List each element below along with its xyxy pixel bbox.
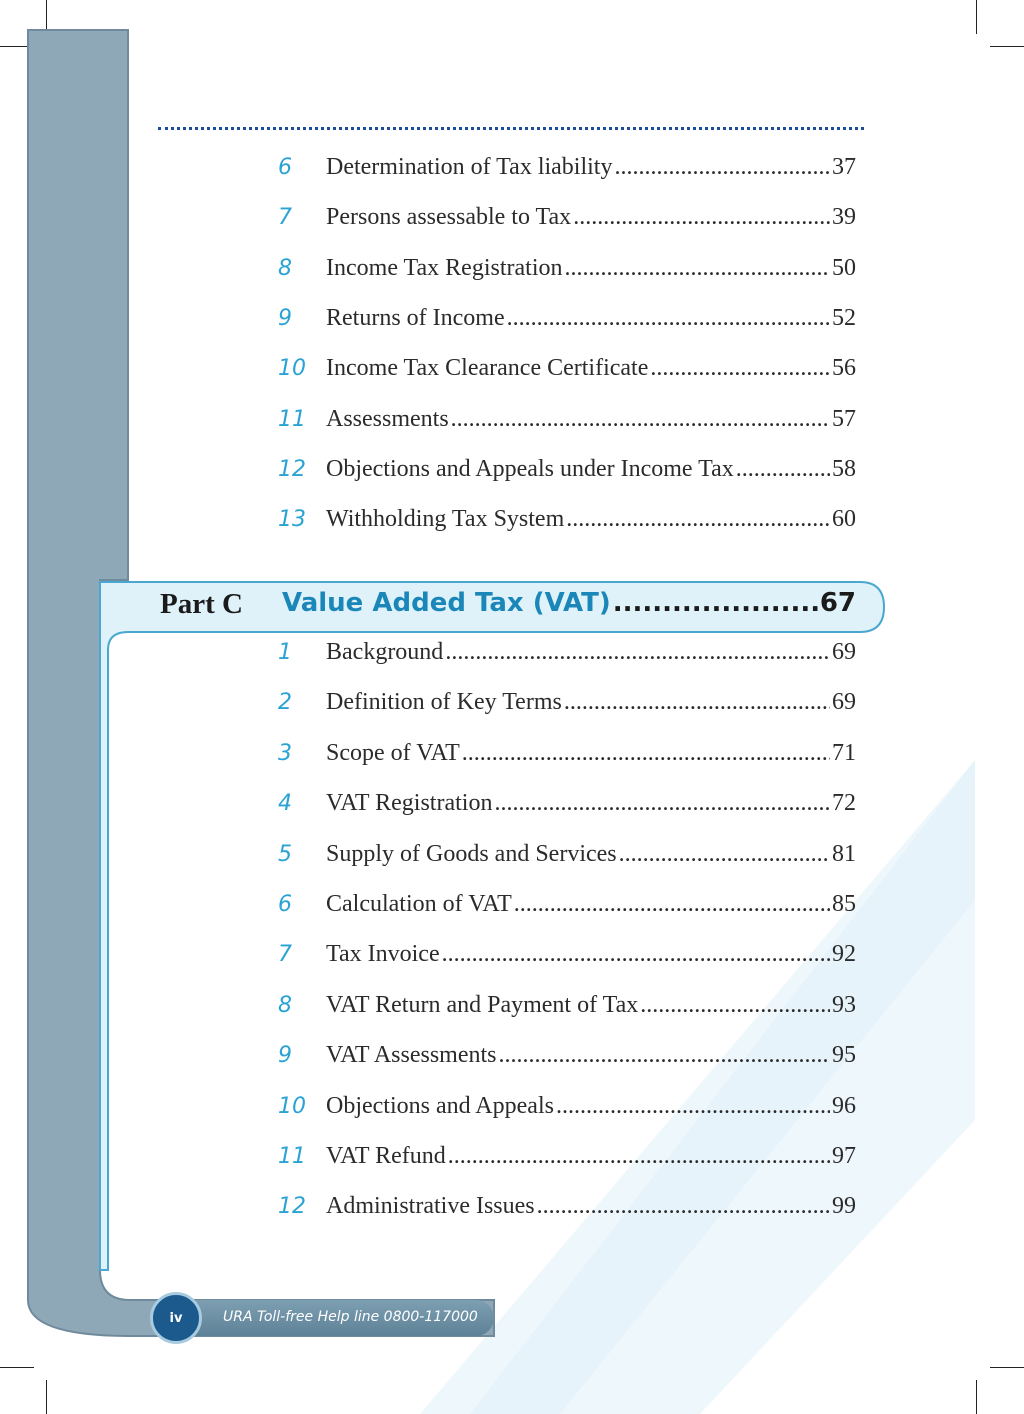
dot-leader	[564, 689, 830, 716]
entry-page-number: 96	[832, 1092, 856, 1119]
toc-entry[interactable]	[278, 689, 856, 723]
entry-number: 4	[278, 791, 292, 817]
dot-leader	[736, 456, 830, 483]
entry-number: 5	[278, 841, 292, 867]
entry-title: Scope of VAT	[326, 739, 460, 766]
dot-leader	[566, 506, 830, 533]
entry-title: Persons assessable to Tax	[326, 204, 572, 231]
toc-entry[interactable]	[278, 305, 856, 339]
toc-entry[interactable]	[278, 154, 856, 188]
entry-title: Assessments	[326, 405, 449, 432]
dot-leader	[445, 639, 830, 666]
dot-leader	[564, 255, 830, 282]
dotted-rule	[158, 127, 864, 130]
dot-leader	[537, 1193, 830, 1220]
entry-number: 7	[278, 942, 292, 968]
entry-title: Objections and Appeals	[326, 1092, 554, 1119]
page-number: iv	[169, 1310, 183, 1326]
entry-title: Calculation of VAT	[326, 891, 512, 917]
part-title: Value Added Tax (VAT)	[282, 588, 611, 618]
entry-title: VAT Assessments	[326, 1042, 497, 1069]
entry-number: 11	[278, 1144, 306, 1169]
part-c-heading[interactable]	[282, 588, 856, 618]
toc-entry[interactable]	[278, 891, 856, 925]
entry-number: 6	[278, 892, 292, 917]
toc-entry[interactable]	[278, 941, 856, 975]
entry-number: 9	[278, 1043, 292, 1069]
dot-leader	[614, 154, 830, 181]
entry-page-number: 72	[832, 790, 856, 817]
entry-number: 12	[278, 1194, 306, 1220]
entry-page-number: 97	[832, 1143, 856, 1169]
toc-entry[interactable]	[278, 992, 856, 1026]
entry-page-number: 69	[832, 689, 856, 716]
entry-title: Determination of Tax liability	[326, 154, 613, 180]
toc-entry[interactable]	[278, 841, 856, 875]
entry-number: 9	[278, 305, 292, 331]
entry-title: Definition of Key Terms	[326, 689, 562, 716]
entry-number: 13	[278, 507, 306, 533]
dot-leader	[498, 1042, 830, 1069]
dot-leader	[556, 1093, 830, 1120]
dot-leader	[640, 992, 830, 1019]
toc-entry[interactable]	[278, 1143, 856, 1177]
entry-title: Supply of Goods and Services	[326, 840, 617, 867]
entry-page-number: 71	[832, 739, 856, 766]
entry-number: 7	[278, 205, 292, 231]
entry-number: 6	[278, 155, 292, 180]
part-label: Part C	[160, 588, 243, 620]
dot-leader	[650, 355, 830, 382]
toc-entry[interactable]	[278, 456, 856, 490]
entry-page-number: 92	[832, 941, 856, 968]
toc-entry[interactable]	[278, 1042, 856, 1076]
entry-page-number: 58	[832, 455, 856, 482]
entry-number: 1	[278, 640, 292, 665]
entry-number: 12	[278, 456, 306, 482]
dot-leader	[573, 204, 830, 231]
toc-entry[interactable]	[278, 1093, 856, 1127]
page-number-badge	[150, 1292, 202, 1344]
entry-title: VAT Refund	[326, 1143, 446, 1169]
entry-number: 3	[278, 740, 292, 766]
toc-entry[interactable]	[278, 639, 856, 673]
entry-page-number: 57	[832, 405, 856, 432]
entry-page-number: 60	[832, 506, 856, 533]
entry-page-number: 52	[832, 304, 856, 331]
entry-number: 11	[278, 406, 306, 432]
toc-entry[interactable]	[278, 255, 856, 289]
entry-page-number: 93	[832, 991, 856, 1018]
entry-title: Objections and Appeals under Income Tax	[326, 455, 734, 482]
entry-page-number: 85	[832, 891, 856, 917]
toc-entry[interactable]	[278, 790, 856, 824]
dot-leader	[613, 588, 818, 618]
toc-entry[interactable]	[278, 406, 856, 440]
entry-page-number: 99	[832, 1193, 856, 1220]
entry-page-number: 39	[832, 204, 856, 231]
toc-entry[interactable]	[278, 740, 856, 774]
entry-title: VAT Return and Payment of Tax	[326, 991, 639, 1018]
entry-page-number: 50	[832, 254, 856, 281]
helpline-text: URA Toll-free Help line 0800-117000	[223, 1309, 478, 1325]
dot-leader	[507, 305, 830, 332]
entry-number: 8	[278, 255, 292, 281]
entry-title: Administrative Issues	[326, 1193, 535, 1220]
entry-title: Returns of Income	[326, 304, 505, 331]
entry-page-number: 37	[832, 154, 856, 180]
entry-page-number: 69	[832, 639, 856, 665]
entry-page-number: 95	[832, 1042, 856, 1069]
dot-leader	[448, 1143, 830, 1170]
dot-leader	[451, 406, 830, 433]
dot-leader	[619, 841, 830, 868]
entry-number: 10	[278, 356, 306, 382]
entry-page-number: 81	[832, 840, 856, 867]
entry-title: Withholding Tax System	[326, 506, 565, 533]
toc-entry[interactable]	[278, 506, 856, 540]
entry-number: 10	[278, 1093, 306, 1119]
entry-title: VAT Registration	[326, 790, 493, 817]
entry-title: Income Tax Clearance Certificate	[326, 355, 649, 382]
entry-title: Tax Invoice	[326, 941, 440, 968]
toc-entry[interactable]	[278, 1193, 856, 1227]
entry-number: 8	[278, 992, 292, 1018]
entry-number: 2	[278, 690, 292, 716]
toc-entry[interactable]	[278, 204, 856, 238]
dot-leader	[514, 891, 830, 918]
entry-page-number: 56	[832, 355, 856, 382]
toc-entry[interactable]	[278, 355, 856, 389]
entry-title: Income Tax Registration	[326, 254, 563, 281]
dot-leader	[442, 941, 830, 968]
entry-title: Background	[326, 639, 444, 665]
part-page-number: 67	[819, 588, 856, 618]
dot-leader	[494, 790, 830, 817]
dot-leader	[462, 740, 830, 767]
